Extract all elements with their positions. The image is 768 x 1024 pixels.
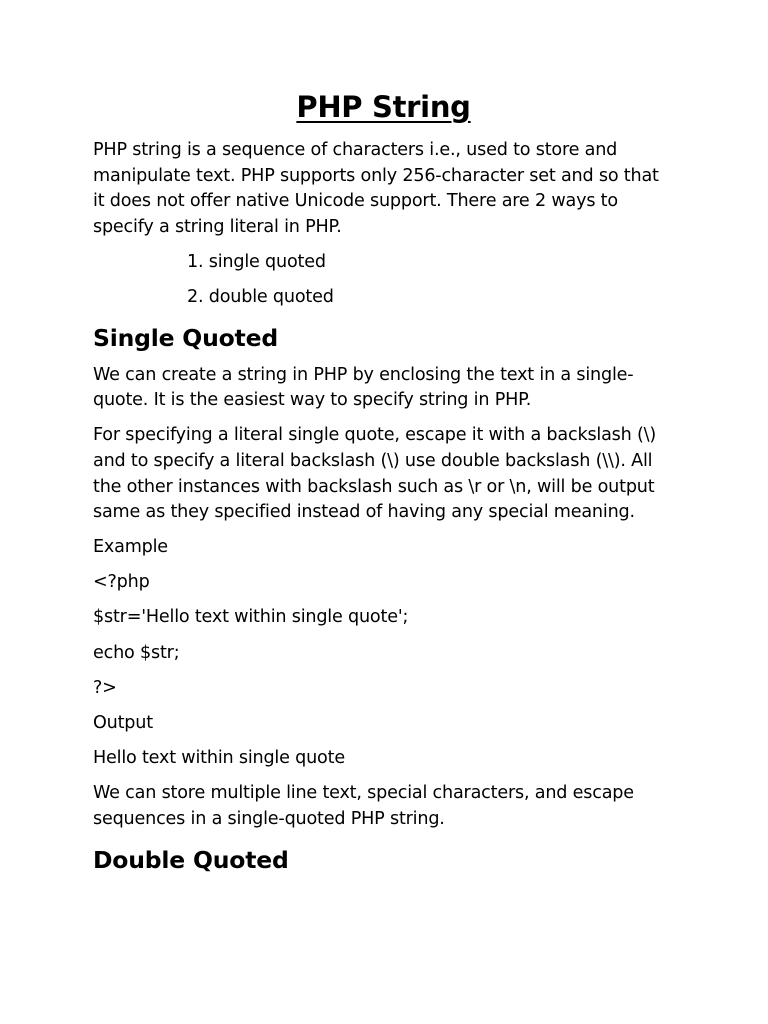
single-quoted-paragraph-1: We can create a string in PHP by enclosing the text in a single-quote. It is the easiest way to specify string in PHP.	[93, 364, 634, 411]
single-quoted-paragraph-3: We can store multiple line text, special characters, and escape sequences in a single-quoted PHP string.	[93, 783, 634, 830]
list-item: 1. single quoted	[187, 251, 326, 272]
code-line: <?php	[93, 572, 150, 593]
single-quoted-paragraph-2: For specifying a literal single quote, escape it with a backslash (\) and to specify a literal backslash (\) use double backslash (\\). All the other instances with backslash such as \r or \n, will be output same as they specified instead of having any special meaning.	[93, 425, 657, 523]
intro-paragraph: PHP string is a sequence of characters i.e., used to store and manipulate text. PHP supports only 256-character set and so that it does not offer native Unicode support. There are 2 ways to specify a string literal in PHP.	[93, 140, 659, 238]
document-title: PHP String	[296, 90, 471, 124]
section-heading-double-quoted: Double Quoted	[93, 845, 289, 874]
output-value: Hello text within single quote	[93, 748, 345, 769]
ways-list	[93, 250, 674, 311]
code-line: $str='Hello text within single quote';	[93, 607, 409, 628]
example-label: Example	[93, 536, 168, 557]
section-heading-single-quoted: Single Quoted	[93, 323, 278, 352]
code-line: echo $str;	[93, 642, 180, 663]
output-label: Output	[93, 712, 153, 733]
code-line: ?>	[93, 677, 117, 698]
list-item: 2. double quoted	[187, 287, 334, 308]
